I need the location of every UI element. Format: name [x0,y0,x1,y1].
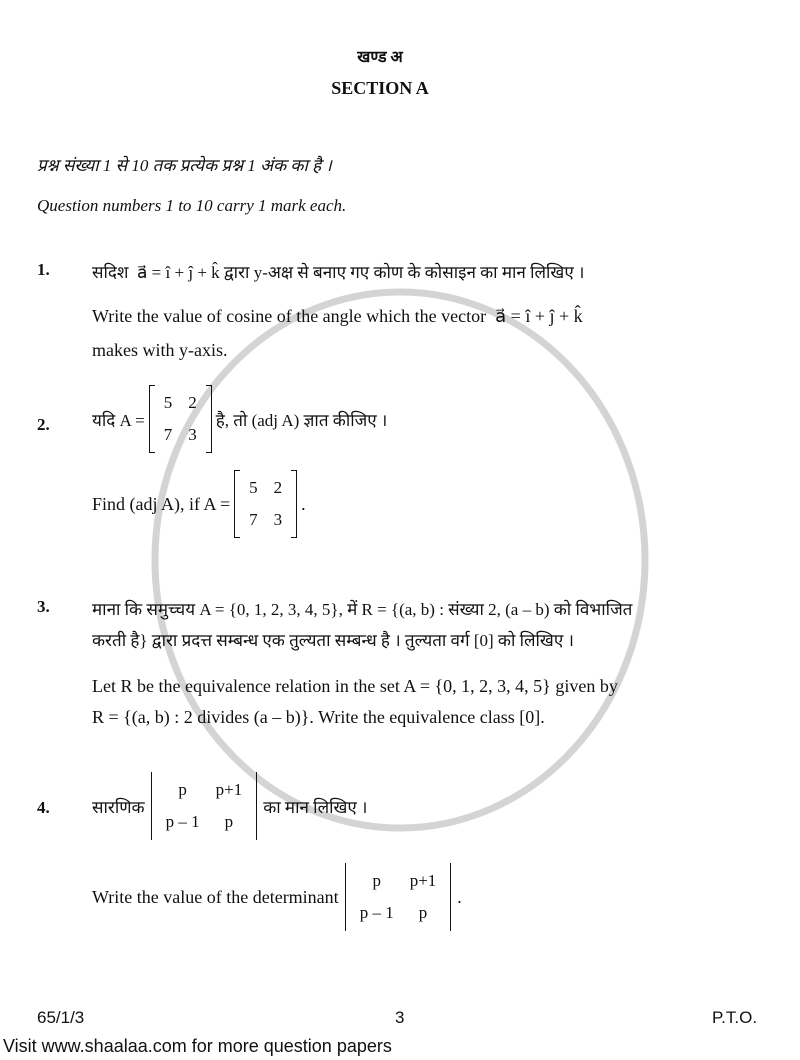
question-1-hindi: सदिश a⃗ = î + ĵ + k̂ द्वारा y-अक्ष से बनाए गए कोण के कोसाइन का मान लिखिए । [92,263,585,282]
q4-english-post: . [457,886,462,907]
q2-hindi-post: है, तो (adj A) ज्ञात कीजिए । [215,410,388,430]
question-number: 4. [37,798,50,817]
section-title-hindi: खण्ड अ [357,49,403,66]
question-4-english [92,863,462,931]
page-number: 3 [395,1008,405,1027]
question-2-english [92,470,306,538]
unit-j: ĵ [549,306,555,326]
q3-hindi-line1: माना कि समुच्चय A = {0, 1, 2, 3, 4, 5}, में R = {(a, b) : संख्या 2, (a – b) को विभाजित [92,600,633,619]
q1-english-pre: Write the value of cosine of the angle which the vector [92,306,487,326]
unit-j: ĵ [188,263,194,282]
question-number: 2. [37,415,50,434]
question-1-english: Write the value of cosine of the angle which the vector a⃗ = î + ĵ + k̂ [92,306,583,326]
q4-hindi-post: का मान लिखिए । [263,797,368,817]
q3-english-line1: Let R be the equivalence relation in the set A = {0, 1, 2, 3, 4, 5} given by [92,676,618,696]
q1-english-line2: makes with y-axis. [92,340,228,360]
question-number: 1. [37,260,50,279]
q4-english-pre: Write the value of the determinant [92,886,339,907]
section-title: SECTION A [331,78,429,98]
q2-hindi-pre: यदि A = [92,410,145,430]
q2-english-post: . [301,493,306,514]
q3-hindi-line2: करती है} द्वारा प्रदत्त सम्बन्ध एक तुल्यता सम्बन्ध है । तुल्यता वर्ग [0] को लिखिए । [92,631,574,650]
visit-link[interactable]: Visit www.shaalaa.com for more question papers [3,1036,392,1056]
instructions-hindi: प्रश्न संख्या 1 से 10 तक प्रत्येक प्रश्न 1 अंक का है । [37,156,332,175]
matrix-A: 5 2 7 3 [234,470,297,538]
vector-a: a⃗ [136,263,148,282]
unit-i: î [165,263,171,282]
matrix-A: 5 2 7 3 [149,385,212,453]
pto-label: P.T.O. [712,1008,758,1027]
instructions-english: Question numbers 1 to 10 carry 1 mark each. [37,196,347,215]
paper-code: 65/1/3 [37,1008,85,1027]
vector-a: a⃗ [495,306,507,326]
determinant: p p+1 p – 1 p [345,863,452,931]
unit-i: î [525,306,531,326]
q1-hindi-pre: सदिश [92,263,129,282]
unit-k: k̂ [573,306,583,326]
q1-hindi-post: द्वारा y-अक्ष से बनाए गए कोण के कोसाइन का मान लिखिए । [223,263,585,282]
watermark-circle [155,292,645,828]
question-number: 3. [37,597,50,616]
question-4-hindi [92,772,368,840]
q2-english-pre: Find (adj A), if A = [92,493,231,514]
q4-hindi-pre: सारणिक [92,797,145,817]
determinant: p p+1 p – 1 p [151,772,258,840]
q3-english-line2: R = {(a, b) : 2 divides (a – b)}. Write the equivalence class [0]. [92,707,545,727]
unit-k: k̂ [211,263,220,282]
question-2-hindi [92,385,387,453]
